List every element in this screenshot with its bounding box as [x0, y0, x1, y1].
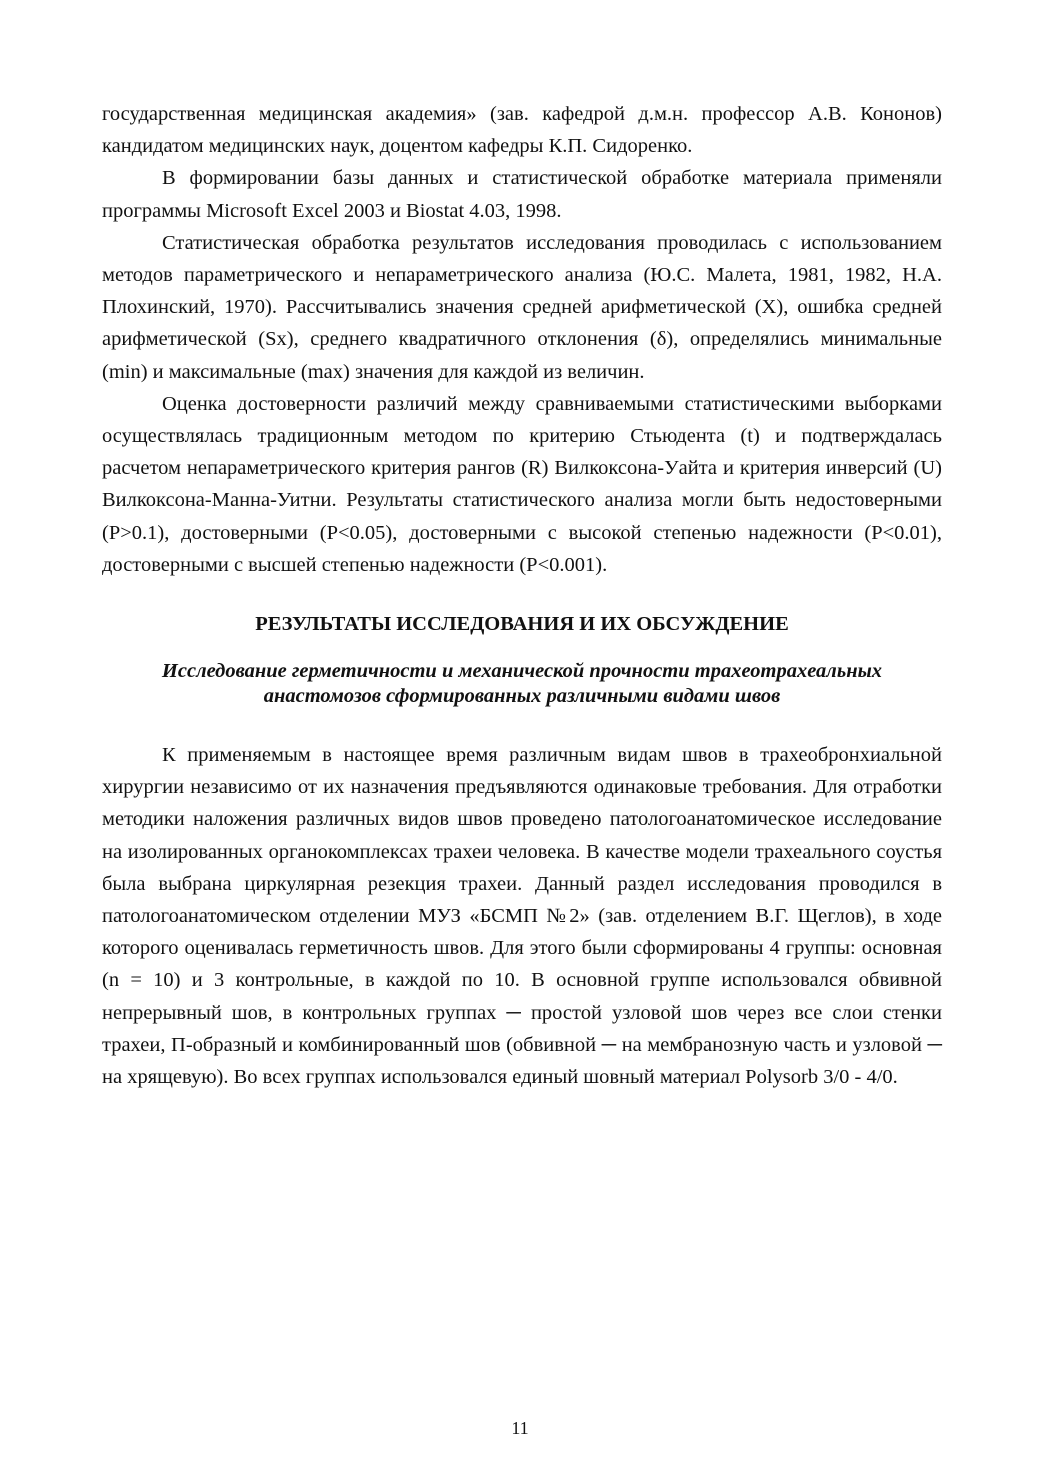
subsection-heading: Исследование герметичности и механической прочности трахеотрахеальных анастомозов сформированных различными видами швов [161, 660, 883, 708]
paragraph-affiliation: государственная медицинская академия» (зав. кафедрой д.м.н. профессор А.В. Кононов) кандидатом медицинских наук, доцентом кафедры К.П. Сидоренко. [102, 103, 942, 158]
paragraph-significance-testing: Оценка достоверности различий между сравниваемыми статистическими выборками осуществлялась традиционным методом по критерию Стьюдента (t) и подтверждалась расчетом непараметрического критерия рангов (R) Вилкоксона-Уайта и критерия инверсий (U) Вилкоксона-Манна-Уитни. Результаты статистического анализа могли быть недостоверными (P>0.1), достоверными (P<0.05), достоверными с высокой степенью надежности (P<0.01), достоверными с высшей степенью надежности (P<0.001). [102, 392, 942, 576]
document-page [102, 98, 942, 1093]
paragraph-statistics-methods: Статистическая обработка результатов исследования проводилась с использованием методов параметрического и непараметрического анализа (Ю.С. Малета, 1981, 1982, Н.А. Плохинский, 1970). Рассчитывались значения средней арифметической (X), ошибка средней арифметической (Sx), среднего квадратичного отклонения (δ), определялись минимальные (min) и максимальные (max) значения для каждой из величин. [102, 231, 942, 383]
section-heading: РЕЗУЛЬТАТЫ ИССЛЕДОВАНИЯ И ИХ ОБСУЖДЕНИЕ [255, 613, 789, 636]
paragraph-database: В формировании базы данных и статистической обработке материала применяли программы Microsoft Excel 2003 и Biostat 4.03, 1998. [102, 167, 942, 222]
page-number: 11 [511, 1418, 529, 1438]
paragraph-suture-study: К применяемым в настоящее время различным видам швов в трахеобронхиальной хирургии независимо от их назначения предъявляются одинаковые требования. Для отработки методики наложения различных видов швов проведено патологоанатомическое исследование на изолированных органокомплексах трахеи человека. В качестве модели трахеального соустья была выбрана циркулярная резекция трахеи. Данный раздел исследования проводился в патологоанатомическом отделении МУЗ «БСМП №2» (зав. отделением В.Г. Щеглов), в ходе которого оценивалась герметичность швов. Для этого были сформированы 4 группы: основная (n = 10) и 3 контрольные, в каждой по 10. В основной группе использовался обвивной непрерывный шов, в контрольных группах ─ простой узловой шов через все слои стенки трахеи, П-образный и комбинированный шов (обвивной ─ на мембранозную часть и узловой ─ на хрящевую). Во всех группах использовался единый шовный материал Polysorb 3/0 - 4/0. [102, 744, 942, 1089]
